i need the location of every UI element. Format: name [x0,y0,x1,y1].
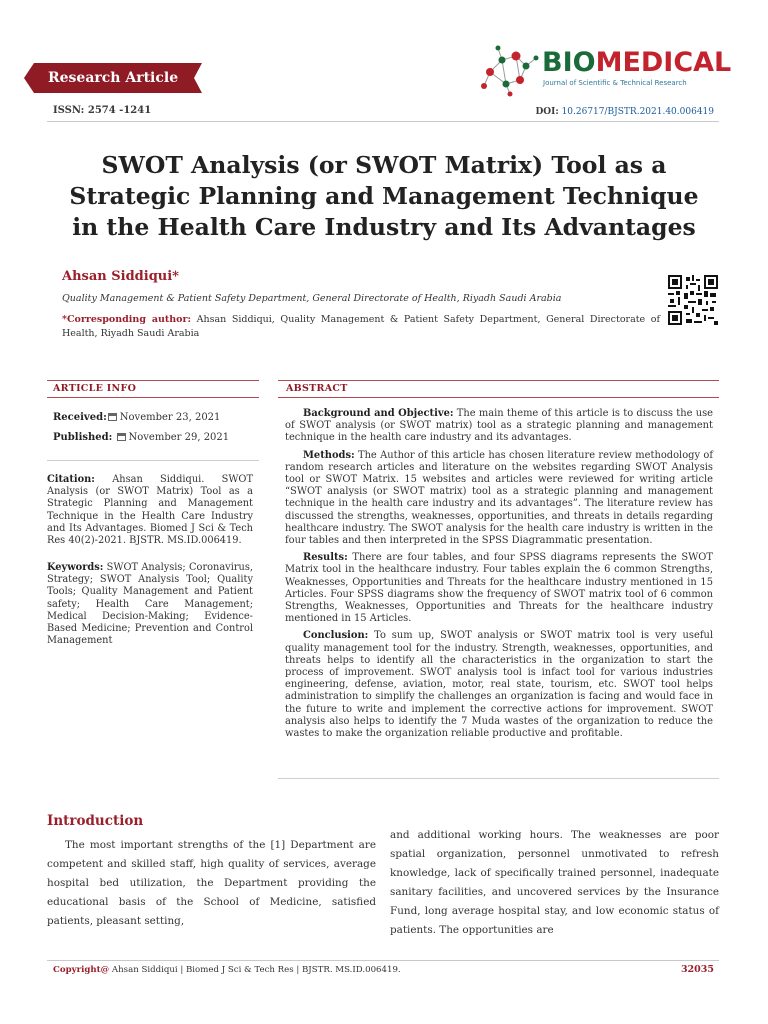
abstract-background: Background and Objective: The main theme of this article is to discuss the use of SWOT analysis (or SWOT matrix) tool as a strategic planning and management technique in the health care industry and its advantages. [285,408,713,444]
article-type-label: Research Article [48,70,179,86]
abstract-methods: Methods: The Author of this article has chosen literature review methodology of random research articles and literature on the websites regarding SWOT Analysis tool or SWOT Matrix. 15 websites and articles were reviewed for writing article “SWOT analysis (or SWOT matrix) tool as a strategic planning and management technique in the health care industry and its advantages”. The literature review has discussed the strengths, weaknesses, opportunities, and threats in details regarding healthcare industry. The SWOT analysis for the health care industry is written in the four tables and then interpreted in the SPSS Diagrammatic presentation. [285,449,713,547]
article-info-divider [47,460,259,461]
published-date: Published: November 29, 2021 [53,432,230,443]
author-name: Ahsan Siddiqui* [62,269,179,284]
header-divider [47,121,719,122]
issn: ISSN: 2574 -1241 [53,105,152,116]
logo-wordmark: BIOMEDICAL [542,47,732,78]
molecule-logo-icon [480,42,542,97]
logo-subtitle: Journal of Scientific & Technical Research [543,79,687,87]
received-date: Received: November 23, 2021 [53,412,221,423]
abstract-conclusion: Conclusion: To sum up, SWOT analysis or SWOT matrix tool is very useful quality management tool for the industry. Strength, weaknesses, opportunities, and threats helps to identify all the characteristics in the organization to start the process of improvement. SWOT analysis tool is infact tool for various industries engineering, defense, aviation, motor, real state, tourism, etc. SWOT tool helps administration to simplify the challenges an organization is facing and would face in the future to write and implement the corrective actions for improvement. SWOT analysis also helps to identify the 7 Muda wastes of the organization to reduce the wastes to make the organization reliable productive and profitable. [285,630,713,740]
article-info-bottom-rule [47,397,259,398]
doi: DOI: 10.26717/BJSTR.2021.40.006419 [535,107,714,117]
introduction-right-column: and additional working hours. The weaknesses are poor spatial organization, personnel unmotivated to refresh knowledge, lack of specifically trained personnel, inadequate sanitary facilities, and uncovered services by the Insurance Fund, long average hospital stay, and low economic status of patients. The opportunities are [390,829,719,936]
journal-logo [480,42,732,97]
abstract-heading: ABSTRACT [286,383,348,394]
article-title: SWOT Analysis (or SWOT Matrix) Tool as a Strategic Planning and Management Technique in the Health Care Industry and Its Advantages [69,151,699,241]
author-affiliation: Quality Management & Patient Safety Department, General Directorate of Health, Riyadh Saudi Arabia [62,293,562,304]
corresponding-author: *Corresponding author: Ahsan Siddiqui, Quality Management & Patient Safety Department, General Directorate of Health, Riyadh Saudi Arabia [62,314,660,339]
abstract-top-rule [278,380,719,381]
article-type-ribbon [34,63,194,93]
abstract-bottom-rule [278,397,719,398]
footer-copyright: Copyright@ Ahsan Siddiqui | Biomed J Sci & Tech Res | BJSTR. MS.ID.006419. [53,965,401,975]
abstract-bottom-divider [278,778,719,779]
abstract-body [285,408,713,740]
footer-divider [47,960,719,961]
citation: Citation: Ahsan Siddiqui. SWOT Analysis (or SWOT Matrix) Tool as a Strategic Planning and Management Technique in the Health Care Industry and Its Advantages. Biomed J Sci & Tech Res 40(2)-2021. BJSTR. MS.ID.006419. [47,474,253,547]
doi-link[interactable]: 10.26717/BJSTR.2021.40.006419 [561,107,714,117]
article-info-heading: ARTICLE INFO [53,383,137,394]
introduction-heading: Introduction [47,813,144,829]
introduction-left-column: The most important strengths of the [1] Department are competent and skilled staff, high quality of services, average hospital bed utilization, the Department providing the educational basis of the School of Medicine, satisfied patients, pleasant setting, [47,839,376,927]
calendar-icon [117,433,126,441]
qr-code-icon[interactable] [668,275,718,325]
page-number: 32035 [680,964,714,975]
article-info-top-rule [47,380,259,381]
keywords: Keywords: SWOT Analysis; Coronavirus, Strategy; SWOT Analysis Tool; Quality Tools; Quality Management and Patient safety; Health Care Management; Medical Decision-Making; Evidence-Based Medicine; Prevention and Control Management [47,562,253,647]
calendar-icon [108,413,117,421]
abstract-results: Results: There are four tables, and four SPSS diagrams represents the SWOT Matrix tool in the healthcare industry. Four tables explain the 6 common Strengths, Weaknesses, Opportunities and Threats for the healthcare industry mentioned in 15 Articles. Four SPSS diagrams show the frequency of SWOT matrix tool of 6 common Strengths, Weaknesses, Opportunities and Threats for the healthcare industry mentioned in 15 Articles. [285,552,713,625]
